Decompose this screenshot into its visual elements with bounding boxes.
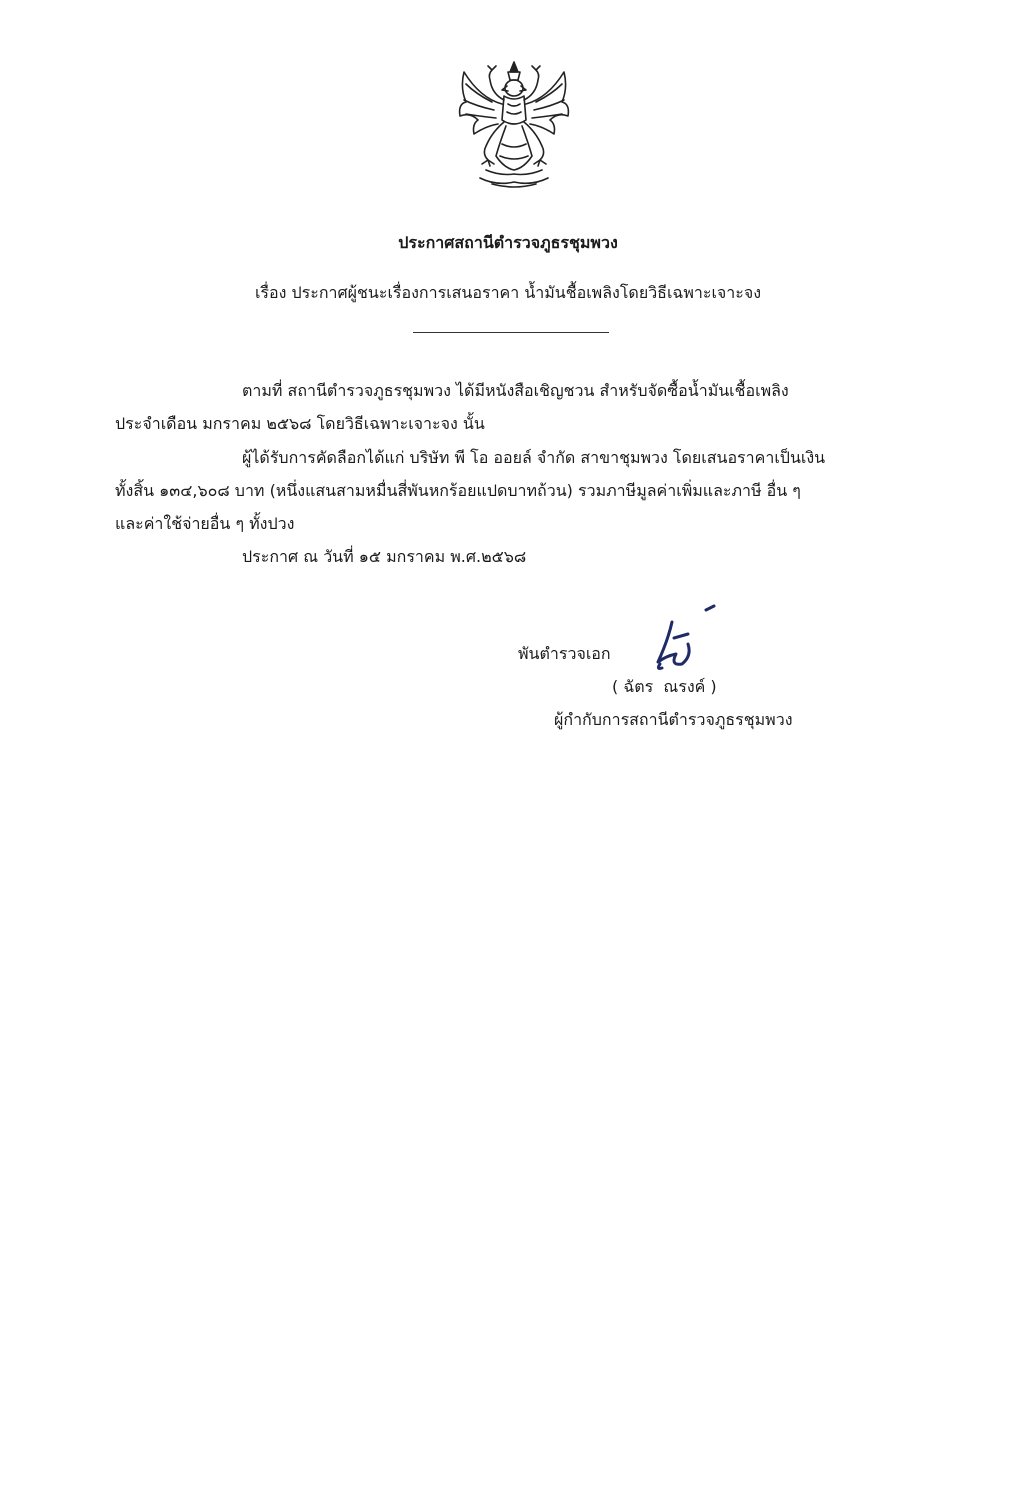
divider-line: [413, 332, 609, 333]
document-subject: เรื่อง ประกาศผู้ชนะเรื่องการเสนอราคา น้ำมันชื้อเพลิงโดยวิธีเฉพาะเจาะจง: [254, 283, 762, 302]
paragraph-line: ผู้ได้รับการคัดลือกได้แก่ บริษัท พี โอ ออยล์ จำกัด สาขาชุมพวง โดยเสนอราคาเป็นเงิน: [242, 448, 826, 467]
signatory-rank: พันตำรวจเอก: [518, 644, 611, 663]
paragraph-line: ประจำเดือน มกราคม ๒๕๖๘ โดยวิธีเฉพาะเจาะจง นั้น: [115, 414, 485, 433]
signatory-position: ผู้กำกับการสถานีตำรวจภูธรชุมพวง: [554, 710, 793, 729]
paragraph-line: ตามที่ สถานีตำรวจภูธรชุมพวง ได้มีหนังสือเชิญชวน สำหรับจัดซื้อน้ำมันเชื้อเพลิง: [242, 381, 789, 400]
document-title: ประกาศสถานีตำรวจภูธรชุมพวง: [398, 233, 618, 252]
announcement-date: [115, 540, 905, 573]
paragraph-invitation: [115, 374, 905, 440]
garuda-emblem-icon: [452, 58, 576, 190]
handwritten-signature: [648, 604, 728, 676]
paragraph-line: และค่าใช้จ่ายอื่น ๆ ทั้งปวง: [115, 514, 295, 533]
signatory-name: ( ฉัตร ณรงค์ ): [612, 677, 717, 696]
date-line: ประกาศ ณ วันที่ ๑๕ มกราคม พ.ศ.๒๕๖๘: [242, 547, 527, 566]
paragraph-winner: [115, 441, 905, 540]
paragraph-line: ทั้งสิ้น ๑๓๔,๖๐๘ บาท (หนึ่งแสนสามหมื่นสี่พันหกร้อยแปดบาทถ้วน) รวมภาษีมูลค่าเพิ่มและภาษี อื่น ๆ: [115, 481, 801, 500]
